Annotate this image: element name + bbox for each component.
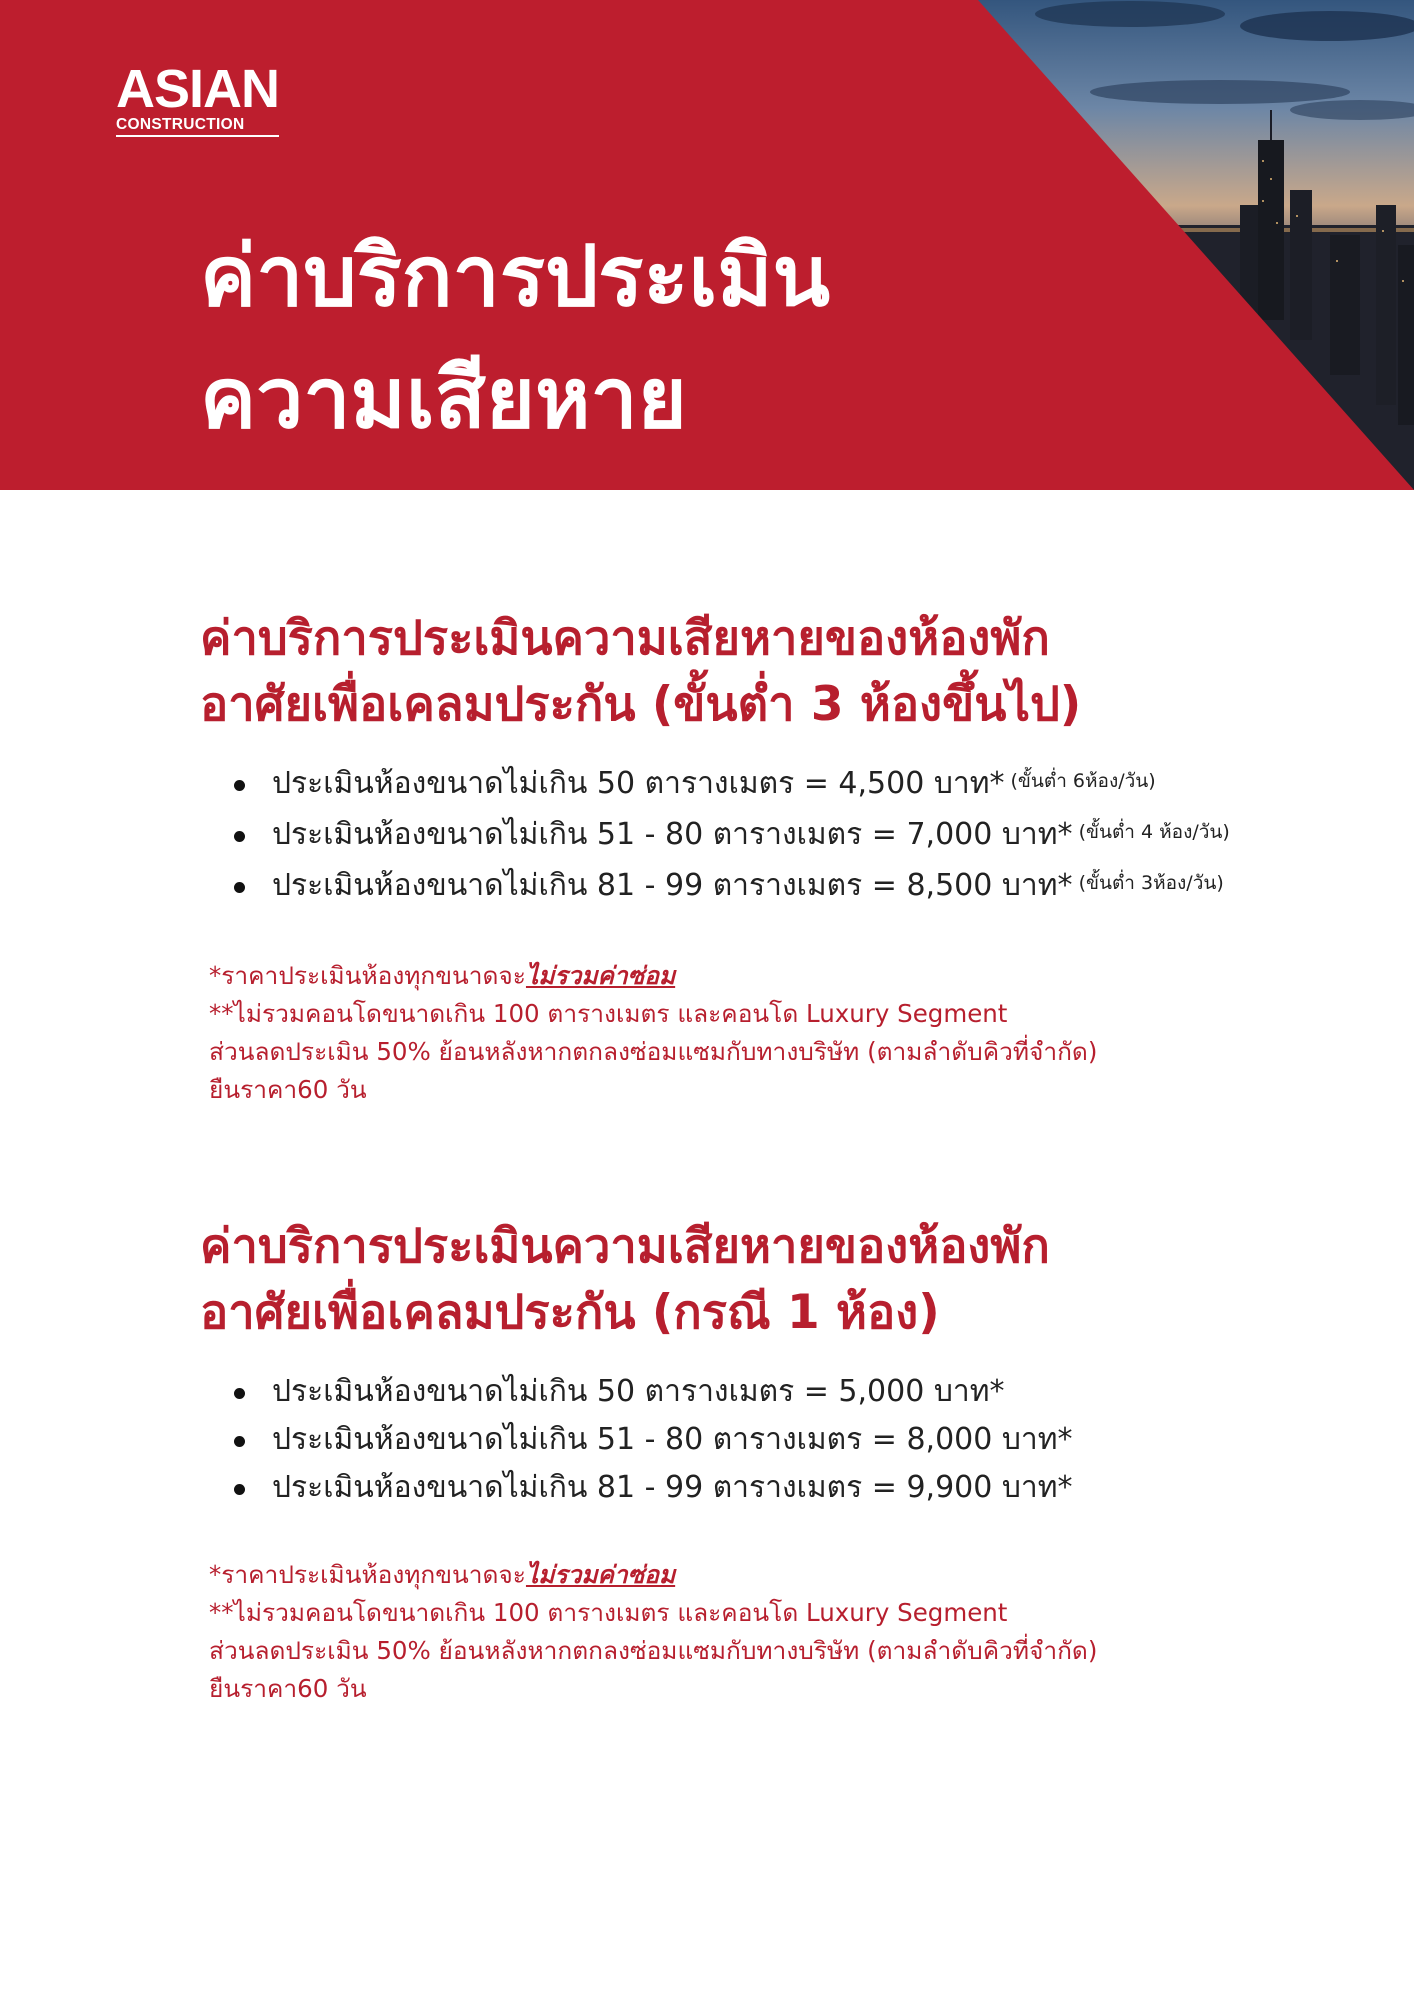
note-line: ส่วนลดประเมิน 50% ย้อนหลังหากตกลงซ่อมแซมกับทางบริษัท (ตามลำดับคิวที่จำกัด) — [209, 1636, 1098, 1665]
note-line — [209, 1556, 1350, 1594]
price-text: ประเมินห้องขนาดไม่เกิน 81 - 99 ตารางเมตร = 9,900 บาท* — [272, 1470, 1073, 1505]
section-title — [200, 606, 1350, 738]
section-title-line-1: ค่าบริการประเมินความเสียหายของห้องพัก — [200, 611, 1050, 666]
note-line — [209, 957, 1350, 995]
price-item — [200, 1464, 1350, 1512]
price-text: ประเมินห้องขนาดไม่เกิน 50 ตารางเมตร = 5,000 บาท* — [272, 1374, 1005, 1409]
note-line: **ไม่รวมคอนโดขนาดเกิน 100 ตารางเมตร และคอนโด Luxury Segment — [209, 999, 1008, 1028]
section-title — [200, 1214, 1350, 1346]
price-item — [200, 862, 1350, 913]
terms-notes — [200, 957, 1350, 1109]
pricing-section-multi-room — [200, 606, 1350, 1109]
pricing-section-single-room — [200, 1214, 1350, 1708]
section-title-line-1: ค่าบริการประเมินความเสียหายของห้องพัก — [200, 1219, 1050, 1274]
note-text: *ราคาประเมินห้องทุกขนาดจะ — [209, 961, 526, 990]
price-item — [200, 1368, 1350, 1416]
section-title-line-2: อาศัยเพื่อเคลมประกัน (ขั้นต่ำ 3 ห้องขึ้นไป) — [200, 677, 1082, 732]
brand-subtitle: CONSTRUCTION — [116, 116, 279, 137]
price-text: ประเมินห้องขนาดไม่เกิน 51 - 80 ตารางเมตร = 8,000 บาท* — [272, 1422, 1073, 1457]
price-item — [200, 811, 1350, 862]
price-list — [200, 760, 1350, 913]
section-title-line-2: อาศัยเพื่อเคลมประกัน (กรณี 1 ห้อง) — [200, 1285, 940, 1340]
brand-name: ASIAN — [116, 59, 280, 119]
price-text: ประเมินห้องขนาดไม่เกิน 81 - 99 ตารางเมตร = 8,500 บาท* — [272, 868, 1073, 903]
price-text: ประเมินห้องขนาดไม่เกิน 51 - 80 ตารางเมตร = 7,000 บาท* — [272, 817, 1073, 852]
note-line: **ไม่รวมคอนโดขนาดเกิน 100 ตารางเมตร และคอนโด Luxury Segment — [209, 1598, 1008, 1627]
note-text: *ราคาประเมินห้องทุกขนาดจะ — [209, 1560, 526, 1589]
terms-notes — [200, 1556, 1350, 1708]
note-emphasis: ไม่รวมค่าซ่อม — [525, 961, 676, 990]
minimum-note: (ขั้นต่ำ 3ห้อง/วัน) — [1078, 872, 1224, 894]
page-title-line-1: ค่าบริการประเมิน — [200, 227, 830, 325]
price-item — [200, 1416, 1350, 1464]
minimum-note: (ขั้นต่ำ 4 ห้อง/วัน) — [1078, 821, 1230, 843]
note-line: ยืนราคา60 วัน — [209, 1674, 367, 1703]
note-line: ส่วนลดประเมิน 50% ย้อนหลังหากตกลงซ่อมแซมกับทางบริษัท (ตามลำดับคิวที่จำกัด) — [209, 1037, 1098, 1066]
price-text: ประเมินห้องขนาดไม่เกิน 50 ตารางเมตร = 4,500 บาท* — [272, 766, 1005, 801]
page-title-line-2: ความเสียหาย — [200, 349, 687, 447]
page-title — [200, 215, 830, 459]
brand-logo — [116, 59, 280, 137]
price-item — [200, 760, 1350, 811]
price-list — [200, 1368, 1350, 1512]
header-banner — [0, 0, 1414, 490]
minimum-note: (ขั้นต่ำ 6ห้อง/วัน) — [1010, 770, 1156, 792]
note-line: ยืนราคา60 วัน — [209, 1075, 367, 1104]
note-emphasis: ไม่รวมค่าซ่อม — [525, 1560, 676, 1589]
